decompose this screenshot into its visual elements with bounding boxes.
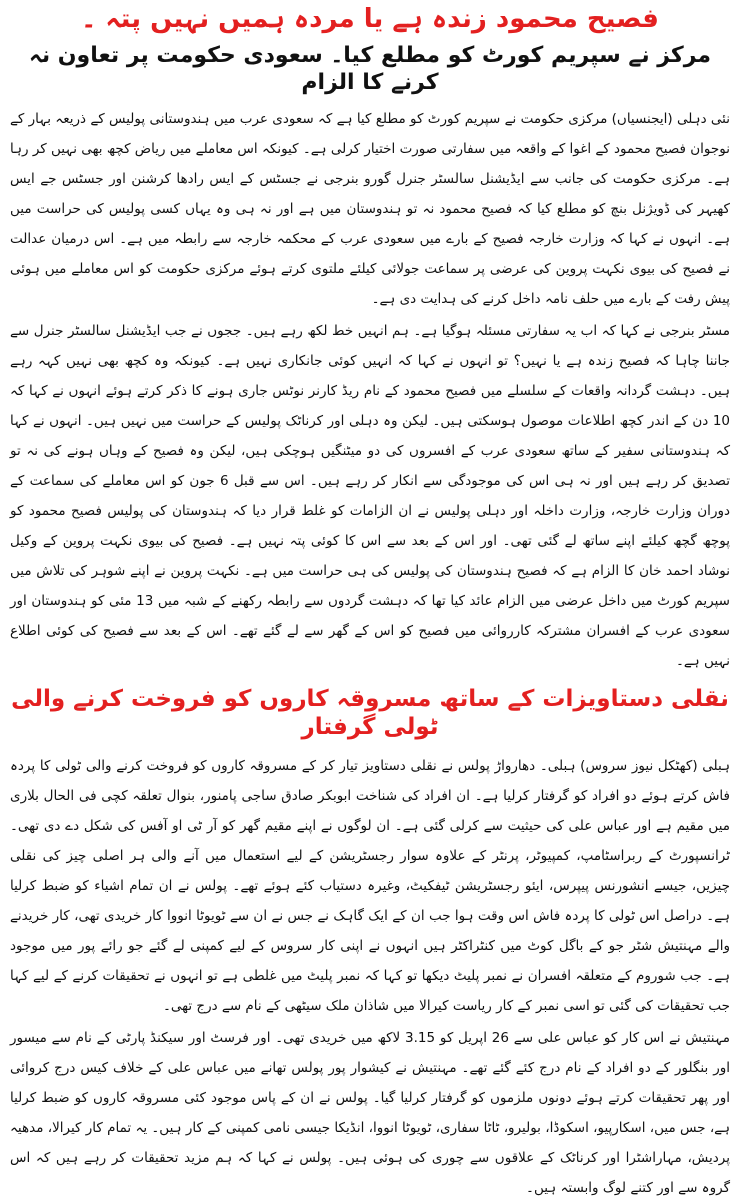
story2-body	[10, 751, 730, 1203]
story1-paragraph-1: نئی دہلی (ایجنسیاں) مرکزی حکومت نے سپریم کورٹ کو مطلع کیا ہے کہ سعودی عرب میں ہندوستانی پولیس کے ذریعہ بہار کے نوجوان فصیح محمود کے اغوا کے واقعہ میں سفارتی صورت اختیار کرلی ہے۔ کیونکہ اس معاملے میں ریاض کچھ بھی نہیں کر رہا ہے۔ مرکزی حکومت کی جانب سے ایڈیشنل سالسٹر جنرل گورو بنرجی نے جسٹس کے ایس رادھا کرشنن اور جسٹس جے ایس کھیہر کی ڈویژنل بنچ کو مطلع کیا کہ فصیح محمود نہ تو ہندوستان میں ہے اور نہ ہی وہ یہاں کسی پولیس کی حراست میں ہے۔ انہوں نے کہا کہ وزارت خارجہ فصیح کے بارے میں سعودی عرب کے محکمہ خارجہ سے رابطہ میں ہے۔ اس درمیان عدالت نے فصیح کی بیوی نکہت پروین کی عرضی پر سماعت جولائی کیلئے ملتوی کرتے ہوئے مرکزی حکومت کو اس معاملے میں ہوئی پیش رفت کے بارے میں حلف نامہ داخل کرنے کی ہدایت دی ہے۔	[10, 110, 730, 307]
story1-headline: فصیح محمود زندہ ہے یا مردہ ہمیں نہیں پتہ ۔	[81, 4, 659, 34]
story1-subheadline: مرکز نے سپریم کورٹ کو مطلع کیا۔ سعودی حکومت پر تعاون نہ کرنے کا الزام	[28, 43, 712, 95]
story1-body	[10, 104, 730, 676]
story2-headline: نقلی دستاویزات کے ساتھ مسروقہ کاروں کو فروخت کرنے والی ٹولی گرفتار	[11, 685, 729, 740]
story2-paragraph-2: مہنتیش نے اس کار کو عباس علی سے 26 اپریل کو 3.15 لاکھ میں خریدی تھی۔ اور فرسٹ اور سیکنڈ پارٹی کے نام سے میسور اور بنگلور کے دو افراد کے نام درج کئے گئے تھے۔ مہنتیش نے کیشوار پور پولس تھانے میں عباس علی کے خلاف کیس درج کروائی اور پھر تحقیقات کرتے ہوئے دونوں ملزموں کو گرفتار کرلیا گیا۔ پولس نے ان کے پاس موجود کئی مسروقہ کاروں کو ضبط کرلیا ہے، جس میں، اسکارپیو، اسکوڈا، بولیرو، ٹاٹا سفاری، ٹویوٹا انووا، انڈیکا جیسی نامی کمپنی کے کار ہیں۔ یہ تمام کار کیرالا، مدھیہ پردیش، مہاراشٹرا اور کرناٹک کے علاقوں سے چوری کی ہوئی ہیں۔ پولس نے کہا کہ ہم مزید تحقیقات کر رہے ہیں کہ اس گروہ سے اور کتنے لوگ وابستہ ہیں۔	[10, 1030, 730, 1197]
story2-paragraph-1: ہبلی (کھٹکل نیوز سروس) ہبلی۔ دھارواڑ پولس نے نقلی دستاویز تیار کر کے مسروقہ کاروں کو فروخت کرنے والی ٹولی کا پردہ فاش کرتے ہوئے دو افراد کو گرفتار کرلیا ہے۔ ان افراد کی شناخت ابوبکر صادق ساجی پامنور، بنوال تعلقہ کچی فی الحال بلاری میں مقیم ہے اور عباس علی کی حیثیت سے کرلی گئی ہے۔ ان لوگوں نے اپنے مقیم گھر کو آر ٹی او آفس کی شکل دے دی تھی۔ ٹرانسپورٹ کے ربراسٹامپ، کمپیوٹر، پرنٹر کے علاوہ سوار رجسٹریشن کے لیے استعمال میں آنے والی ہر اصلی چیز کی نقلی چیزیں، جیسے انشورنس پیپرس، ایئو رجسٹریشن ٹیفکیٹ، وغیرہ دستیاب کئے ہوئے تھے۔ پولس نے ان تمام اشیاء کو ضبط کرلیا ہے۔ دراصل اس ٹولی کا پردہ فاش اس وقت ہوا جب ان کے ایک گاہک نے جس نے ان سے ٹویوٹا انووا کار خریدی تھی، کار خریدنے والے مہنتیش شٹر جو کے باگل کوٹ میں کنٹراکٹر ہیں انہوں نے اپنی کار سروس کے لیے کمپنی لے گئے جو رائے پور میں موجود ہے۔ جب شوروم کے متعلقہ افسران نے نمبر پلیٹ دیکھا تو کہا کہ نمبر پلیٹ میں غلطی ہے تو انہوں نے تحقیقات کرنے کے لیے کہا جب تحقیقات کی گئی تو اسی نمبر کے کار ریاست کیرالا میں شاذان ملک سیٹھی کے نام سے درج تھی۔	[10, 758, 730, 1015]
story1-paragraph-2: مسٹر بنرجی نے کہا کہ اب یہ سفارتی مسئلہ ہوگیا ہے۔ ہم انہیں خط لکھ رہے ہیں۔ ججوں نے جب ایڈیشنل سالسٹر جنرل سے جاننا چاہا کہ فصیح زندہ ہے یا نہیں؟ تو انہوں نے کہا کہ انہیں کوئی جانکاری نہیں ہے۔ کیونکہ وہ کچھ بھی نہیں کہہ رہے ہیں۔ دہشت گردانہ واقعات کے سلسلے میں فصیح محمود کے نام ریڈ کارنر نوٹس جاری ہونے کا ذکر کرتے ہوئے انہوں نے کہا کہ 10 دن کے اندر کچھ اطلاعات موصول ہوسکتی ہیں۔ لیکن وہ دہلی اور کرناٹک پولیس کے حراست میں نہیں ہیں۔ انہوں نے کہا کہ ہندوستانی سفیر کے ساتھ سعودی عرب کے افسروں کی دو میٹنگیں ہوچکی ہیں، لیکن وہ فصیح کے وہاں ہونے کی نہ تو تصدیق کر رہے ہیں اور نہ ہی اس کی موجودگی سے انکار کر رہے ہیں۔ اس سے قبل 6 جون کو اس معاملے کی سماعت کے دوران وزارت خارجہ، وزارت داخلہ اور دہلی پولیس نے ان الزامات کو غلط قرار دیا کہ ہندوستان کی پولیس فصیح محمود کو پوچھ گچھ کیلئے اپنے ساتھ لے گئی تھی۔ اور اس کے بعد سے اس کا کوئی پتہ نہیں ہے۔ فصیح کی بیوی نکہت پروین کے وکیل نوشاد احمد خان کا الزام ہے کہ فصیح ہندوستان کی پولیس کی ہی حراست میں ہے۔ نکہت پروین نے اپنے شوہر کی تلاش میں سپریم کورٹ میں داخل عرضی میں الزام عائد کیا تھا کہ دہشت گردوں سے رابطہ رکھنے کے شبہ میں 13 مئی کو ہندوستان اور سعودی عرب کے افسران مشترکہ کارروائی میں فصیح کو اس کے گھر سے لے گئے تھے۔ اس کے بعد سے فصیح کی کوئی اطلاع نہیں ہے۔	[10, 322, 730, 669]
